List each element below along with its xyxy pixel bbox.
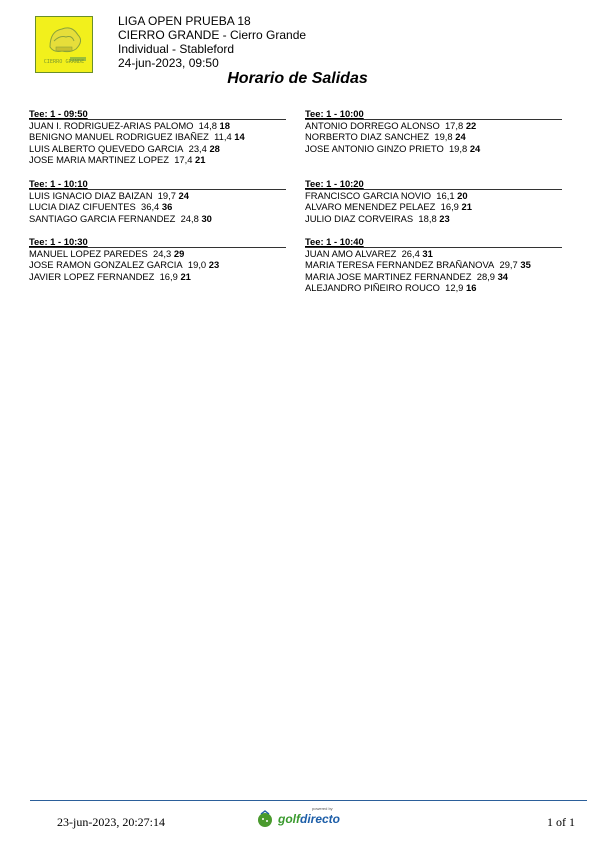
player-handicap: 28,9: [476, 270, 495, 282]
player-handicap: 11,4: [214, 131, 232, 143]
player-playing-handicap: 24: [469, 142, 481, 154]
player-row: [29, 190, 286, 201]
player-row: [305, 213, 562, 224]
player-handicap: 26,4: [401, 248, 420, 259]
player-row: [305, 143, 562, 154]
player-handicap: 24,8: [180, 212, 199, 224]
player-handicap: 24,3: [153, 248, 172, 259]
player-handicap: 23,4: [188, 142, 207, 154]
player-playing-handicap: 14: [234, 131, 245, 143]
player-playing-handicap: 22: [465, 120, 477, 131]
page-number: 1 of 1: [547, 815, 575, 829]
golf-ball-icon: [256, 808, 278, 830]
competition-name: LIGA OPEN PRUEBA 18: [118, 14, 251, 28]
player-playing-handicap: 35: [520, 259, 531, 271]
player-playing-handicap: 24: [455, 131, 466, 143]
player-playing-handicap: 16: [466, 281, 477, 293]
player-name: JOSE MARIA MARTINEZ LOPEZ: [29, 153, 169, 165]
player-row: [29, 120, 286, 131]
event-date: 24-jun-2023, 09:50: [118, 56, 219, 70]
player-playing-handicap: 21: [195, 153, 206, 165]
brand-name-part2: directo: [300, 812, 341, 826]
player-playing-handicap: 36: [161, 201, 173, 213]
player-row: [305, 271, 562, 282]
page-title: Horario de Salidas: [227, 70, 368, 87]
player-name: JULIO DIAZ CORVEIRAS: [305, 212, 414, 224]
player-name: JUAN I. RODRIGUEZ-ARIAS PALOMO: [29, 120, 194, 131]
player-playing-handicap: 28: [209, 142, 220, 154]
player-name: SANTIAGO GARCIA FERNANDEZ: [29, 212, 176, 224]
player-name: BENIGNO MANUEL RODRIGUEZ IBAÑEZ: [29, 131, 209, 143]
tee-group: [305, 236, 562, 293]
player-row: [305, 259, 562, 270]
player-row: [29, 201, 286, 212]
player-handicap: 16,9: [159, 270, 178, 282]
player-name: MARIA TERESA FERNANDEZ BRAÑANOVA: [305, 259, 495, 271]
player-name: ALVARO MENENDEZ PELAEZ: [305, 201, 436, 213]
player-playing-handicap: 21: [180, 270, 191, 282]
player-name: ALEJANDRO PIÑEIRO ROUCO: [305, 281, 440, 293]
player-handicap: 19,8: [434, 131, 453, 143]
tee-time-heading: Tee: 1 - 10:00: [305, 108, 562, 120]
player-handicap: 19,0: [187, 259, 207, 271]
tee-group: [305, 108, 562, 154]
player-playing-handicap: 30: [201, 212, 212, 224]
player-name: JAVIER LOPEZ FERNANDEZ: [29, 270, 155, 282]
tee-group: [29, 178, 286, 224]
player-row: [305, 190, 562, 201]
player-row: [305, 120, 562, 131]
player-name: MANUEL LOPEZ PAREDES: [29, 248, 148, 259]
player-handicap: 19,7: [157, 190, 176, 201]
player-row: [29, 271, 286, 282]
player-row: [29, 154, 286, 165]
player-row: [29, 131, 286, 142]
player-name: ANTONIO DORREGO ALONSO: [305, 120, 440, 131]
player-playing-handicap: 23: [439, 212, 450, 224]
player-name: LUIS ALBERTO QUEVEDO GARCIA: [29, 142, 184, 154]
game-format: Individual - Stableford: [118, 42, 235, 56]
player-handicap: 16,9: [440, 201, 459, 213]
player-handicap: 16,1: [436, 190, 455, 201]
player-handicap: 17,8: [444, 120, 464, 131]
tee-time-heading: Tee: 1 - 10:20: [305, 178, 562, 190]
player-playing-handicap: 34: [497, 270, 509, 282]
player-name: MARIA JOSE MARTINEZ FERNANDEZ: [305, 270, 472, 282]
player-handicap: 12,9: [445, 281, 464, 293]
player-row: [29, 213, 286, 224]
player-name: JOSE ANTONIO GINZO PRIETO: [305, 142, 444, 154]
player-name: LUCIA DIAZ CIFUENTES: [29, 201, 136, 213]
player-handicap: 18,8: [418, 212, 437, 224]
player-handicap: 29,7: [499, 259, 518, 271]
tee-time-heading: Tee: 1 - 10:30: [29, 236, 286, 248]
player-name: LUIS IGNACIO DIAZ BAIZAN: [29, 190, 153, 201]
player-name: NORBERTO DIAZ SANCHEZ: [305, 131, 430, 143]
event-header: [118, 14, 306, 70]
player-playing-handicap: 24: [178, 190, 189, 201]
tee-group: [29, 108, 286, 165]
player-playing-handicap: 23: [208, 259, 220, 271]
powered-by-label: powered by: [312, 806, 333, 811]
tee-time-heading: Tee: 1 - 10:40: [305, 236, 562, 248]
print-timestamp: 23-jun-2023, 20:27:14: [57, 815, 165, 829]
tee-group: [29, 236, 286, 282]
club-logo-text: CIERRO GRANDE: [43, 59, 85, 65]
player-row: [29, 259, 286, 270]
player-name: JOSE RAMON GONZALEZ GARCIA: [29, 259, 183, 271]
tee-group: [305, 178, 562, 224]
player-playing-handicap: 20: [457, 190, 468, 201]
footer-divider: [30, 800, 587, 801]
player-handicap: 17,4: [174, 153, 193, 165]
player-row: [305, 131, 562, 142]
player-handicap: 19,8: [448, 142, 468, 154]
player-playing-handicap: 18: [219, 120, 230, 131]
golfdirecto-logo: [256, 806, 346, 830]
course-name: CIERRO GRANDE - Cierro Grande: [118, 28, 307, 42]
player-row: [29, 143, 286, 154]
player-handicap: 36,4: [141, 201, 160, 213]
player-row: [305, 282, 562, 293]
player-row: [29, 248, 286, 259]
player-playing-handicap: 29: [173, 248, 185, 259]
player-name: JUAN AMO ALVAREZ: [305, 248, 397, 259]
player-row: [305, 248, 562, 259]
player-handicap: 14,8: [198, 120, 217, 131]
player-row: [305, 201, 562, 212]
brand-name-part1: golf: [278, 812, 300, 826]
tee-time-heading: Tee: 1 - 10:10: [29, 178, 286, 190]
player-playing-handicap: 31: [422, 248, 433, 259]
player-playing-handicap: 21: [461, 201, 472, 213]
club-logo: [35, 16, 93, 73]
player-name: FRANCISCO GARCIA NOVIO: [305, 190, 432, 201]
brand-name: [278, 812, 340, 826]
tee-time-heading: Tee: 1 - 09:50: [29, 108, 286, 120]
